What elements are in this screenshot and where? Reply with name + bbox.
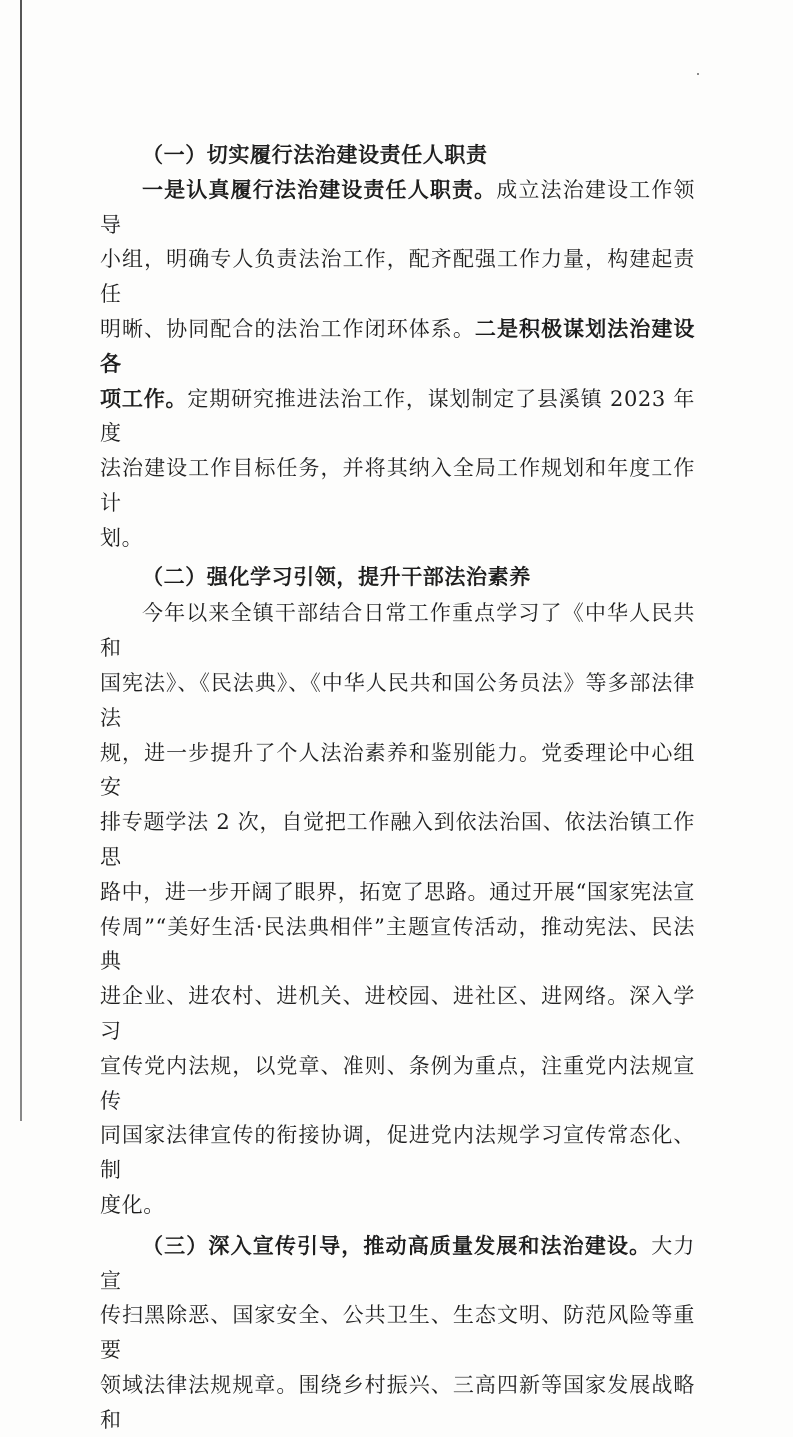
text-run: 宣传党内法规，以党章、准则、条例为重点，注重党内法规宣传 bbox=[100, 1053, 695, 1113]
text-run: 一是认真履行法治建设责任人职责。 bbox=[142, 177, 497, 202]
text-run: 明晰、协同配合的法治工作闭环体系。 bbox=[100, 316, 475, 341]
text-run: 划。 bbox=[100, 525, 144, 550]
section-3 bbox=[100, 1229, 695, 1437]
text-run: 定期研究推进法治工作，谋划制定了县溪镇 2023 年度 bbox=[100, 386, 695, 446]
document-body bbox=[100, 138, 695, 1437]
text-run: 进企业、进农村、进机关、进校园、进社区、进网络。深入学习 bbox=[100, 984, 695, 1043]
text-run: 大力宣 bbox=[100, 1233, 695, 1293]
section-2-body bbox=[100, 596, 695, 1222]
scan-speck bbox=[697, 73, 699, 75]
section-1 bbox=[100, 138, 695, 556]
text-run: 项工作。 bbox=[100, 386, 188, 411]
text-run: 路中，进一步开阔了眼界，拓宽了思路。通过开展“国家宪法宣 bbox=[100, 879, 695, 904]
text-run: 今年以来全镇干部结合日常工作重点学习了《中华人民共和 bbox=[100, 601, 695, 661]
section-3-heading: （三）深入宣传引导，推动高质量发展和法治建设。 bbox=[142, 1233, 652, 1258]
section-1-heading: （一）切实履行法治建设责任人职责 bbox=[142, 143, 488, 167]
text-run: 度化。 bbox=[100, 1192, 165, 1217]
section-1-body bbox=[100, 173, 695, 556]
text-run: 成立法治建设工作领导 bbox=[100, 177, 695, 237]
text-run: 同国家法律宣传的衔接协调，促进党内法规学习宣传常态化、制 bbox=[100, 1123, 695, 1183]
text-run: 法治建设工作目标任务，并将其纳入全局工作规划和年度工作计 bbox=[100, 456, 695, 515]
text-run: 规，进一步提升了个人法治素养和鉴别能力。党委理论中心组安 bbox=[100, 740, 695, 800]
text-run: 传扫黑除恶、国家安全、公共卫生、生态文明、防范风险等重要 bbox=[100, 1303, 695, 1363]
text-run: 国宪法》、《民法典》、《中华人民共和国公务员法》等多部法律法 bbox=[100, 670, 695, 730]
scan-edge-line bbox=[20, 0, 22, 1121]
text-run: 排专题学法 2 次，自觉把工作融入到依法治国、依法治镇工作思 bbox=[100, 810, 695, 869]
text-run: 领域法律法规规章。围绕乡村振兴、三高四新等国家发展战略和 bbox=[100, 1372, 695, 1432]
text-run: 传周”“美好生活·民法典相伴”主题宣传活动，推动宪法、民法典 bbox=[100, 914, 695, 974]
section-2 bbox=[100, 560, 695, 1223]
text-run: 二是积极谋划法治建设各 bbox=[100, 316, 696, 376]
text-run: 小组，明确专人负责法治工作，配齐配强工作力量，构建起责任 bbox=[100, 247, 695, 307]
section-2-heading: （二）强化学习引领，提升干部法治素养 bbox=[142, 564, 531, 589]
